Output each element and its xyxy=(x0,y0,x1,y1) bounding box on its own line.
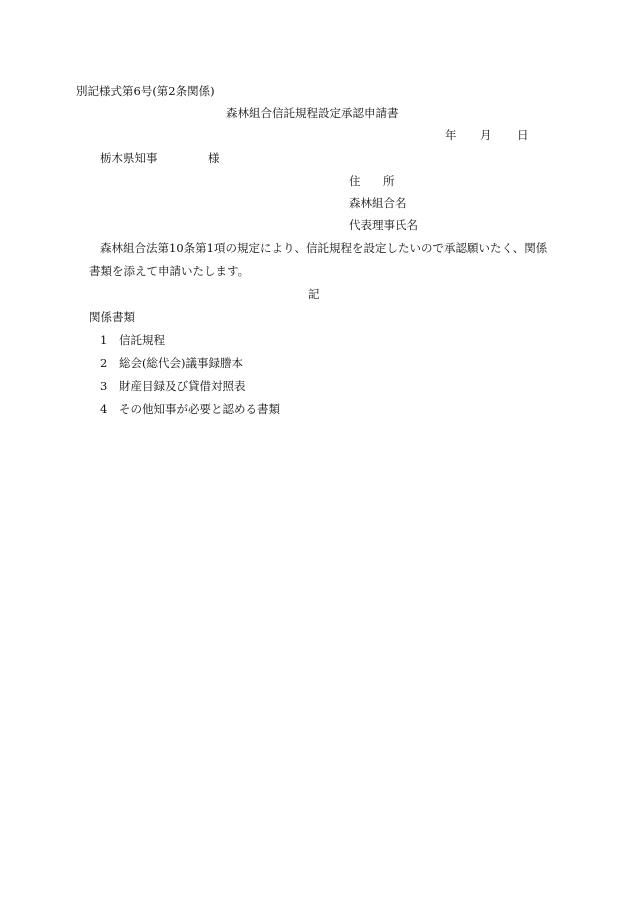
body-text-line-2: 書類を添えて申請いたします。 xyxy=(89,264,250,278)
month-label: 月 xyxy=(480,128,492,142)
list-item xyxy=(100,404,280,416)
addressee-honorific: 様 xyxy=(208,151,220,165)
address-label-part1: 住 xyxy=(349,174,361,188)
list-item-text: 信託規程 xyxy=(119,333,165,347)
list-item xyxy=(100,335,165,347)
applicant-union-name-label: 森林組合名 xyxy=(349,196,407,210)
list-item-text: 財産目録及び貸借対照表 xyxy=(119,379,246,393)
addressee-line xyxy=(100,153,220,165)
related-documents-heading: 関係書類 xyxy=(89,310,135,324)
ki-heading: 記 xyxy=(308,287,320,301)
addressee-governor: 栃木県知事 xyxy=(100,151,158,165)
address-label-part2: 所 xyxy=(383,174,395,188)
list-item xyxy=(100,381,246,393)
list-item-number: 3 xyxy=(100,379,108,393)
document-title: 森林組合信託規程設定承認申請書 xyxy=(226,106,399,120)
date-line xyxy=(445,130,529,142)
list-item-number: 4 xyxy=(100,402,108,416)
list-item-number: 1 xyxy=(100,333,108,347)
list-item-text: 総会(総代会)議事録謄本 xyxy=(119,356,243,370)
year-label: 年 xyxy=(445,128,457,142)
day-label: 日 xyxy=(517,128,529,142)
list-item xyxy=(100,358,243,370)
form-number-label: 別記様式第6号(第2条関係) xyxy=(76,84,215,98)
applicant-address-label xyxy=(349,176,395,188)
applicant-representative-label: 代表理事氏名 xyxy=(349,218,418,232)
list-item-number: 2 xyxy=(100,356,108,370)
body-text-line-1: 森林組合法第10条第1項の規定により、信託規程を設定したいので承認願いたく、関係 xyxy=(100,241,548,255)
list-item-text: その他知事が必要と認める書類 xyxy=(119,402,280,416)
